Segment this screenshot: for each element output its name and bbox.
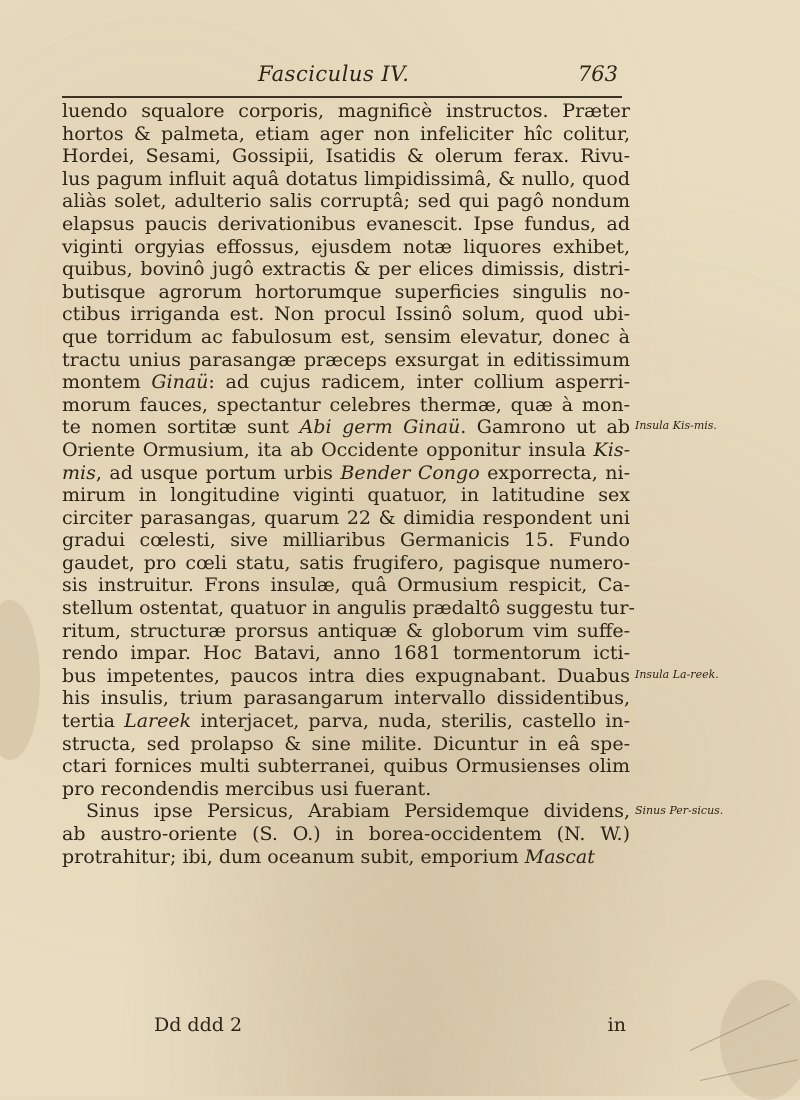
text-run: lus pagum influit aquâ dotatus limpidissimâ, & nullo, quod — [62, 167, 630, 190]
text-run: te nomen sortitæ sunt — [62, 416, 300, 439]
italic-term: Ginaü — [151, 371, 209, 394]
text-line — [62, 620, 630, 643]
italic-term: Mascat — [524, 845, 595, 868]
text-run: stellum ostentat, quatuor in angulis prædaltô suggestu tur- — [62, 597, 635, 620]
italic-term: Kis- — [593, 438, 630, 461]
body-text — [62, 100, 635, 868]
text-run: sis instruitur. Frons insulæ, quâ Ormusium respicit, Ca- — [62, 574, 630, 597]
running-header — [62, 62, 622, 98]
text-line — [62, 394, 630, 417]
text-line — [62, 349, 630, 372]
text-run: montem — [62, 371, 152, 394]
text-run: interjacet, parva, nuda, sterilis, castello in- — [191, 710, 630, 733]
text-line — [62, 800, 630, 823]
text-line — [62, 846, 630, 869]
italic-term: Abi germ Ginaü — [299, 416, 461, 439]
text-run: mirum in longitudine viginti quatuor, in latitudine sex — [62, 484, 630, 507]
text-run: ctibus irriganda est. Non procul Issinô solum, quod ubi- — [62, 303, 630, 326]
italic-term: mis — [62, 461, 96, 484]
text-line — [62, 326, 630, 349]
marginal-note: Sinus Per-sicus. — [635, 803, 724, 817]
running-title: Fasciculus IV. — [258, 62, 410, 86]
paper-stain — [720, 980, 800, 1100]
text-run: luendo squalore corporis, magnificè instructos. Præter — [62, 100, 630, 122]
text-line — [62, 823, 630, 846]
paper-stain — [0, 600, 40, 760]
text-run: rendo impar. Hoc Batavi, anno 1681 tormentorum icti- — [62, 642, 630, 665]
text-run: structa, sed prolapso & sine milite. Dicuntur in eâ spe- — [62, 732, 630, 755]
text-run: quibus, bovinô jugô extractis & per elices dimissis, distri- — [62, 258, 630, 281]
text-run: gaudet, pro cœli statu, satis frugifero, pagisque numero- — [62, 551, 630, 574]
text-run: . Gamrono ut ab — [460, 416, 630, 439]
text-run: tractu unius parasangæ præceps exsurgat in editissimum — [62, 348, 630, 371]
page-footer — [62, 1014, 630, 1038]
text-line — [62, 258, 630, 281]
text-run: Hordei, Sesami, Gossipii, Isatidis & olerum ferax. Rivu- — [62, 145, 630, 168]
text-line — [62, 642, 630, 665]
text-run: his insulis, trium parasangarum intervallo dissidentibus, — [62, 687, 630, 710]
text-run: Sinus ipse Persicus, Arabiam Persidemque dividens, — [86, 800, 630, 823]
text-run: morum fauces, spectantur celebres thermæ, quæ à mon- — [62, 393, 630, 416]
text-line — [62, 665, 630, 688]
text-run: ctari fornices multi subterranei, quibus Ormusienses olim — [62, 755, 630, 778]
signature-mark: Dd ddd 2 — [154, 1014, 243, 1036]
text-run: ritum, structuræ prorsus antiquæ & globorum vim suffe- — [62, 619, 630, 642]
text-line — [62, 733, 630, 756]
text-line — [62, 416, 630, 439]
text-line — [62, 303, 630, 326]
text-run: circiter parasangas, quarum 22 & dimidia respondent uni — [62, 506, 630, 529]
text-line — [62, 371, 630, 394]
page-number: 763 — [577, 62, 618, 86]
text-line — [62, 236, 630, 259]
text-run: , ad usque portum urbis — [95, 461, 341, 484]
text-run: gradui cœlesti, sive milliaribus Germanicis 15. Fundo — [62, 529, 630, 552]
text-line — [62, 281, 630, 304]
marginal-note: Insula Kis-mis. — [635, 419, 717, 433]
text-run: ab austro-oriente (S. O.) in borea-occidentem (N. W.) — [62, 823, 630, 845]
text-line — [62, 507, 630, 530]
text-run: elapsus paucis derivationibus evanescit. Ipse fundus, ad — [62, 212, 630, 235]
text-run: tertia — [62, 710, 125, 733]
text-line — [62, 190, 630, 213]
text-line — [62, 439, 630, 462]
text-line — [62, 710, 630, 733]
text-line — [62, 100, 630, 123]
text-line — [62, 597, 635, 620]
text-line — [62, 123, 630, 146]
text-line — [62, 529, 630, 552]
text-line — [62, 687, 630, 710]
text-run: viginti orgyias effossus, ejusdem notæ liquores exhibet, — [62, 235, 630, 258]
text-line — [62, 778, 630, 801]
text-line — [62, 574, 630, 597]
text-line — [62, 484, 630, 507]
text-run: pro recondendis mercibus usi fuerant. — [62, 777, 432, 800]
italic-term: Lareek — [124, 710, 192, 733]
text-line — [62, 755, 630, 778]
text-run: que torridum ac fabulosum est, sensim elevatur, donec à — [62, 325, 630, 348]
text-line — [62, 213, 630, 236]
text-run: Oriente Ormusium, ita ab Occidente opponitur insula — [62, 438, 594, 461]
text-line — [62, 168, 630, 191]
text-line — [62, 145, 630, 168]
text-run: : ad cujus radicem, inter collium asperri- — [208, 371, 630, 394]
italic-term: Bender Congo — [340, 461, 480, 484]
catchword: in — [607, 1014, 626, 1036]
text-run: butisque agrorum hortorumque superficies singulis no- — [62, 280, 630, 303]
text-run: protrahitur; ibi, dum oceanum subit, emporium — [62, 845, 525, 868]
text-run: bus impetentes, paucos intra dies expugnabant. Duabus — [62, 664, 630, 687]
text-run: exporrecta, ni- — [479, 461, 630, 484]
text-line — [62, 552, 630, 575]
marginal-note: Insula La-reek. — [635, 668, 719, 681]
text-run: hortos & palmeta, etiam ager non infeliciter hîc colitur, — [62, 122, 630, 145]
text-run: aliàs solet, adulterio salis corruptâ; sed qui pagô nondum — [62, 190, 630, 213]
text-line — [62, 462, 630, 485]
